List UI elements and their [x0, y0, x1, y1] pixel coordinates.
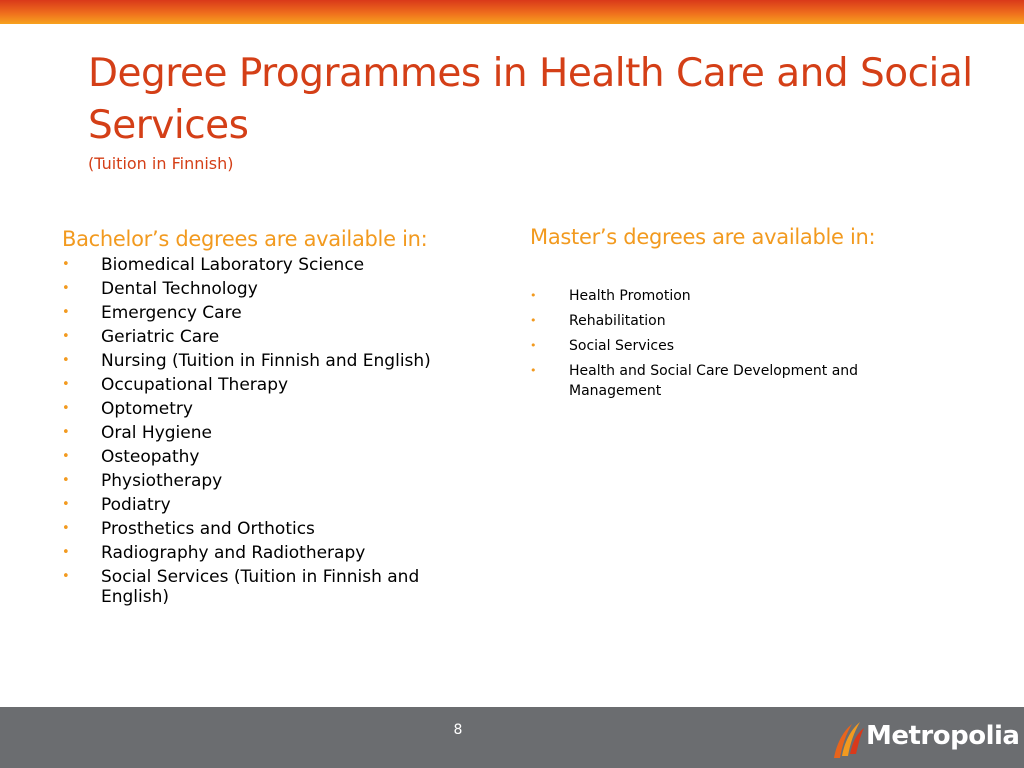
bullet-icon: •	[62, 401, 70, 416]
bullet-icon: •	[62, 353, 70, 368]
bullet-icon: •	[62, 425, 70, 440]
bachelor-list	[62, 255, 482, 611]
bachelor-heading: Bachelor’s degrees are available in:	[62, 227, 428, 251]
list-item	[62, 567, 482, 607]
list-item-label: Podiatry	[101, 495, 171, 515]
list-item-label: Health and Social Care Development and Management	[569, 363, 859, 399]
list-item	[530, 361, 950, 401]
list-item	[62, 303, 482, 323]
list-item	[62, 495, 482, 515]
bullet-icon: •	[62, 449, 70, 464]
list-item-label: Social Services	[569, 338, 674, 354]
list-item	[62, 255, 482, 275]
list-item-label: Osteopathy	[101, 447, 200, 467]
bullet-icon: •	[62, 497, 70, 512]
list-item-label: Oral Hygiene	[101, 423, 212, 443]
list-item-label: Occupational Therapy	[101, 375, 289, 395]
list-item	[62, 279, 482, 299]
list-item-label: Dental Technology	[101, 279, 258, 299]
list-item	[530, 336, 950, 356]
bullet-icon: •	[62, 281, 70, 296]
list-item-label: Rehabilitation	[569, 313, 666, 329]
slide-subtitle: (Tuition in Finnish)	[88, 154, 234, 173]
list-item-label: Prosthetics and Orthotics	[101, 519, 315, 539]
list-item	[62, 327, 482, 347]
bullet-icon: •	[62, 545, 70, 560]
list-item-label: Geriatric Care	[101, 327, 220, 347]
list-item-label: Social Services (Tuition in Finnish and English)	[101, 567, 420, 607]
list-item	[62, 423, 482, 443]
list-item	[62, 471, 482, 491]
list-item-label: Health Promotion	[569, 288, 691, 304]
top-accent-bar	[0, 0, 1024, 24]
bullet-icon: •	[62, 305, 70, 320]
master-heading: Master’s degrees are available in:	[530, 225, 876, 249]
list-item	[62, 351, 482, 371]
page-number: 8	[453, 722, 463, 738]
bullet-icon: •	[530, 364, 537, 377]
bullet-icon: •	[62, 377, 70, 392]
bullet-icon: •	[530, 314, 537, 327]
list-item-label: Optometry	[101, 399, 193, 419]
logo-text: Metropolia	[866, 721, 1020, 751]
list-item	[530, 286, 950, 306]
bullet-icon: •	[530, 289, 537, 302]
list-item-label: Nursing (Tuition in Finnish and English)	[101, 351, 431, 371]
bullet-icon: •	[530, 339, 537, 352]
list-item-label: Biomedical Laboratory Science	[101, 255, 365, 275]
bullet-icon: •	[62, 569, 70, 584]
list-item	[530, 311, 950, 331]
list-item	[62, 375, 482, 395]
list-item-label: Radiography and Radiotherapy	[101, 543, 366, 563]
slide-title: Degree Programmes in Health Care and Social Services	[88, 51, 973, 148]
list-item	[62, 447, 482, 467]
bullet-icon: •	[62, 257, 70, 272]
list-item-label: Emergency Care	[101, 303, 242, 323]
list-item	[62, 519, 482, 539]
list-item	[62, 543, 482, 563]
bullet-icon: •	[62, 473, 70, 488]
list-item	[62, 399, 482, 419]
bullet-icon: •	[62, 521, 70, 536]
bullet-icon: •	[62, 329, 70, 344]
master-list	[530, 286, 950, 406]
list-item-label: Physiotherapy	[101, 471, 223, 491]
